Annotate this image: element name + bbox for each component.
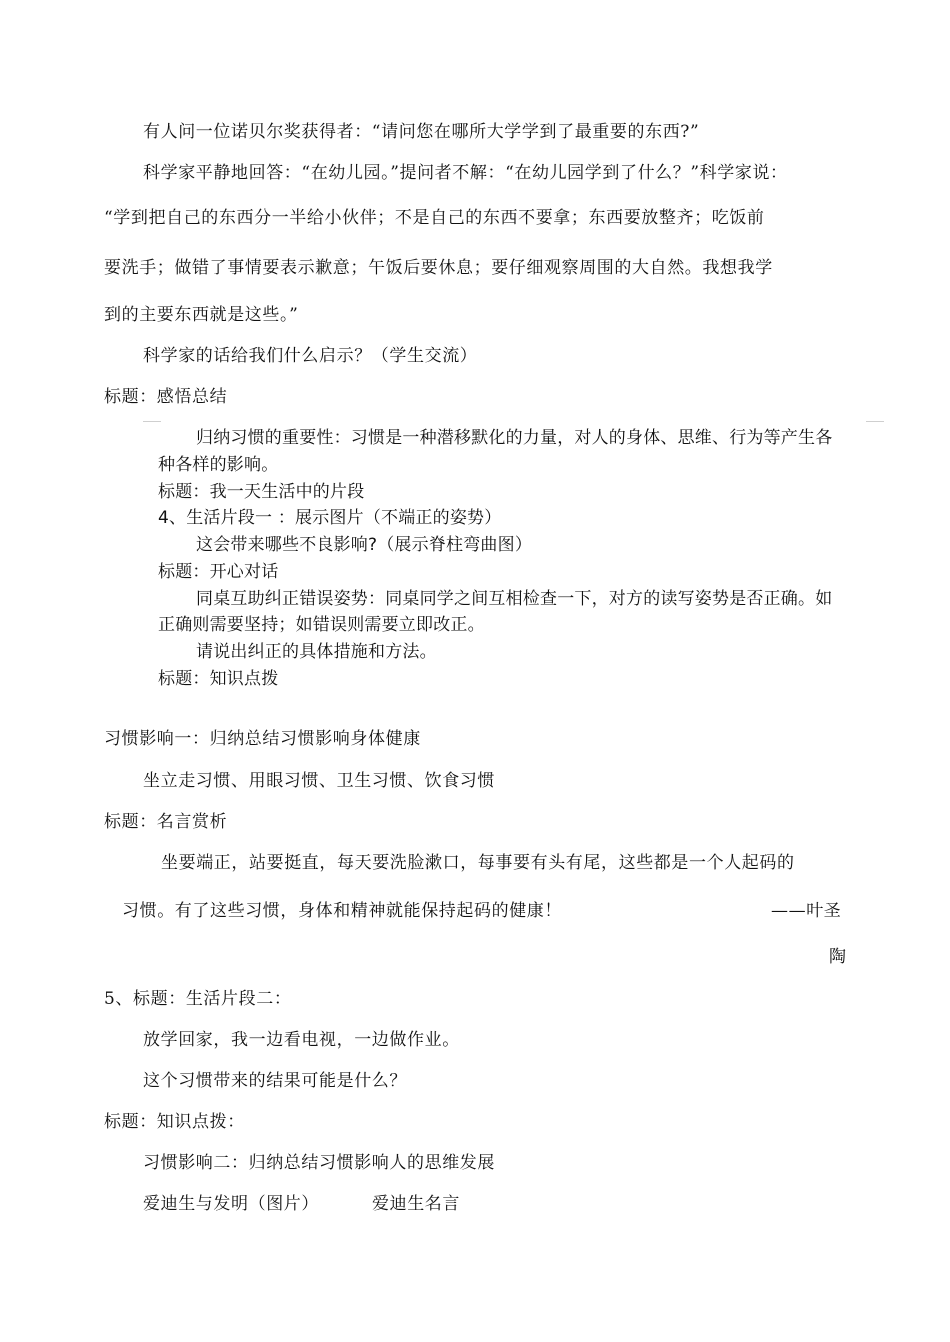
habit-impact-two: 习惯影响二：归纳总结习惯影响人的思维发展 [143,1153,495,1173]
quote-author-part2: 陶 [829,947,847,967]
edison-invention: 爱迪生与发明（图片） [143,1194,319,1214]
box-line3: 标题：我一天生活中的片段 [158,482,365,502]
heading-knowledge: 标题：知识点拨： [104,1112,245,1132]
box-line4: 4、生活片段一 ：展示图片（不端正的姿势） [158,508,502,528]
quote-line2: 习惯。有了这些习惯，身体和精神就能保持起码的健康！ [122,901,562,921]
edison-quote: 爱迪生名言 [372,1194,460,1214]
box-line1: 归纳习惯的重要性：习惯是一种潜移默化的力量，对人的身体、思维、行为等产生各 [196,428,833,448]
box-line9: 请说出纠正的具体措施和方法。 [196,642,437,662]
story-p2-line1: 科学家平静地回答：“在幼儿园。”提问者不解：“在幼儿园学到了什么？”科学家说： [143,163,788,183]
section-five-title: 5、标题：生活片段二： [104,989,292,1009]
quote-line1: 坐要端正，站要挺直，每天要洗脸漱口，每事要有头有尾，这些都是一个人起码的 [161,853,795,873]
habit-impact-one-items: 坐立走习惯、用眼习惯、卫生习惯、饮食习惯 [143,771,495,791]
box-line6: 标题：开心对话 [158,562,279,582]
story-p2-line3: 要洗手；做错了事情要表示歉意；午饭后要休息；要仔细观察周围的大自然。我想我学 [104,258,773,278]
box-line7: 同桌互助纠正错误姿势：同桌同学之间互相检查一下，对方的读写姿势是否正确。如 [196,589,833,609]
box-line8: 正确则需要坚持；如错误则需要立即改正。 [158,615,485,635]
box-rule-left [143,421,161,422]
story-question: 科学家的话给我们什么启示？（学生交流） [143,346,478,366]
section-five-question: 这个习惯带来的结果可能是什么？ [143,1071,407,1091]
heading-quote: 标题：名言赏析 [104,812,228,832]
box-rule-right [866,421,884,422]
box-line2: 种各样的影响。 [158,455,279,475]
box-line5: 这会带来哪些不良影响?（展示脊柱弯曲图） [196,535,533,555]
heading-reflection: 标题：感悟总结 [104,387,228,407]
box-line10: 标题：知识点拨 [158,669,279,689]
habit-impact-one: 习惯影响一：归纳总结习惯影响身体健康 [104,729,421,749]
story-p2-line2: “学到把自己的东西分一半给小伙伴；不是自己的东西不要拿；东西要放整齐；吃饭前 [104,208,765,228]
section-five-scene: 放学回家，我一边看电视，一边做作业。 [143,1030,460,1050]
story-p1: 有人问一位诺贝尔奖获得者：“请问您在哪所大学学到了最重要的东西?” [143,122,700,142]
story-p2-line4: 到的主要东西就是这些。” [104,305,299,325]
quote-author-part1: ——叶圣 [771,901,842,921]
